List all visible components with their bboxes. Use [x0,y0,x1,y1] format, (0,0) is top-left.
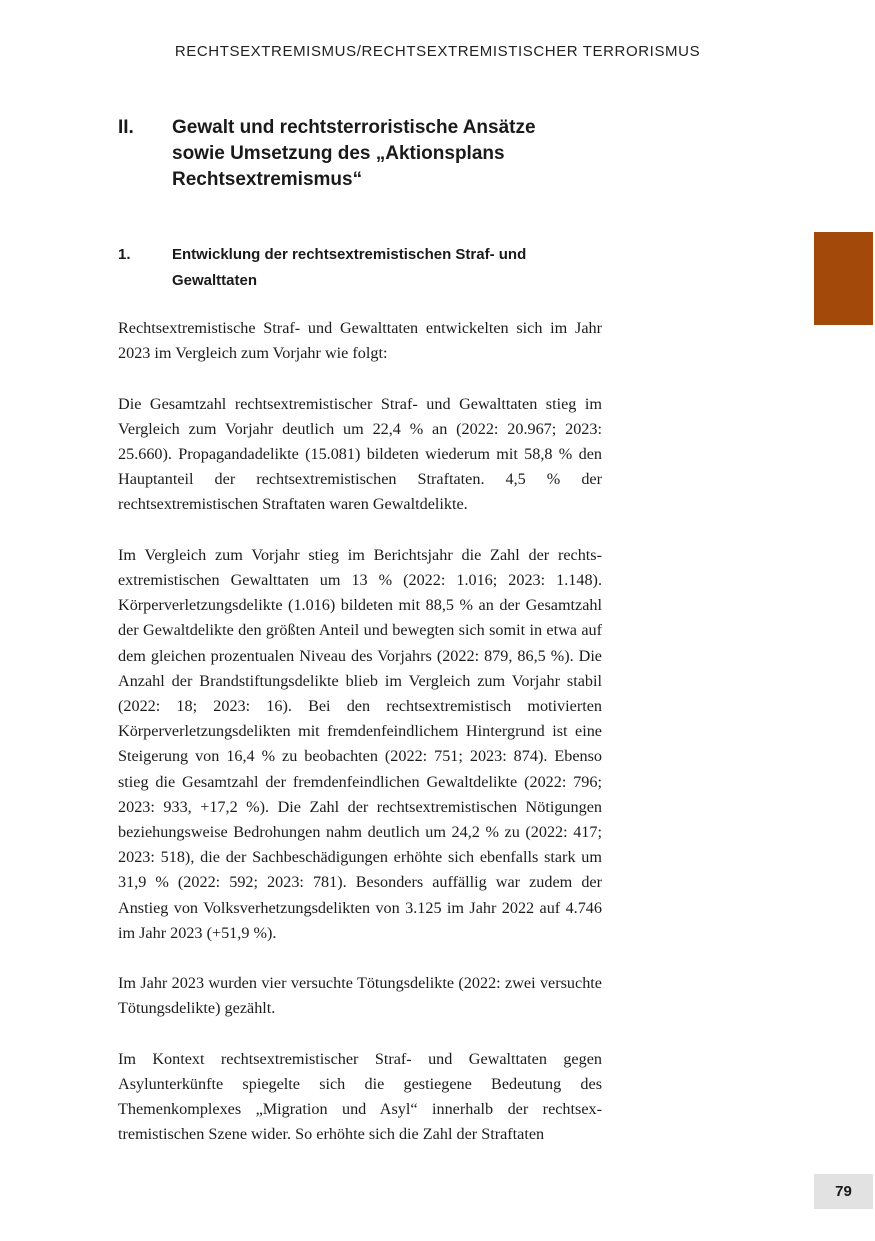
page-number [814,1174,873,1209]
body-text [118,316,602,1173]
paragraph-asylum-accommodation: Im Kontext rechtsextremistischer Straf- und Gewalttaten gegen Asylunterkünfte spiegelte sich die gestiegene Bedeutung des Themenkomplexes „Migration und Asyl“ innerhalb der rechtsextremistischen Szene wider. So erhöhte sich die Zahl der Straftaten [118,1049,602,1144]
running-header: RECHTSEXTREMISMUS/RECHTSEXTREMISTISCHER TERRORISMUS [174,43,701,60]
section-title: Entwicklung der rechtsextremistischen Straf- und Gewalttaten [172,246,527,289]
chapter-side-tab [814,232,873,325]
paragraph-intro: Rechtsextremistische Straf- und Gewalttaten entwickelten sich im Jahr 2023 im Vergleich zum Vorjahr wie folgt: [118,319,602,363]
section-number: 1. [118,246,131,263]
page-number-label: 79 [835,1183,852,1200]
paragraph-attempted-homicides: Im Jahr 2023 wurden vier versuchte Tötungsdelikte (2022: zwei versuchte Tötungsdelikte) gezählt. [118,974,602,1018]
chapter-number: II. [118,117,134,138]
chapter-title: Gewalt und rechtsterroristische Ansätze sowie Umsetzung des „Aktionsplans Rechtsextremismus“ [172,117,536,190]
paragraph-violent-offences: Im Vergleich zum Vorjahr stieg im Berichtsjahr die Zahl der rechtsextremistischen Gewalttaten um 13 % (2022: 1.016; 2023: 1.148). Körperverletzungsdelikte (1.016) bildeten mit 88,5 % an der Gesamtzahl der Gewaltdelikte den größten Anteil und bewegten sich somit in etwa auf dem gleichen prozentualen Niveau des Vorjahrs (2022: 879, 86,5 %). Die Anzahl der Brandstiftungsdelikte blieb im Vergleich zum Vorjahr stabil (2022: 18; 2023: 16). Bei den rechtsextremistisch motivierten Körperverletzungsdelikten mit fremdenfeindlichem Hintergrund ist eine Steigerung von 16,4 % zu beobachten (2022: 751; 2023: 874). Ebenso stieg die Gesamtzahl der fremdenfeindlichen Gewaltdelikte (2022: 796; 2023: 933, +17,2 %). Die Zahl der rechtsextremistischen Nötigungen beziehungsweise Bedrohungen nahm deutlich um 24,2 % zu (2022: 417; 2023: 518), die der Sachbeschädigungen erhöhte sich ebenfalls stark um 31,9 % (2022: 592; 2023: 781). Besonders auffällig war zudem der Anstieg von Volksverhetzungsdelikten von 3.125 im Jahr 2022 auf 4.746 im Jahr 2023 (+51,9 %). [118,545,602,942]
paragraph-total-offences: Die Gesamtzahl rechtsextremistischer Straf- und Gewalttaten stieg im Vergleich zum Vorjahr deutlich um 22,4 % an (2022: 20.967; 2023: 25.660). Propagandadelikte (15.081) bildeten wiederum mit 58,8 % den Hauptanteil der rechtsextremistischen Straftaten. 4,5 % der rechtsextremistischen Straftaten waren Gewaltdelikte. [118,394,602,514]
